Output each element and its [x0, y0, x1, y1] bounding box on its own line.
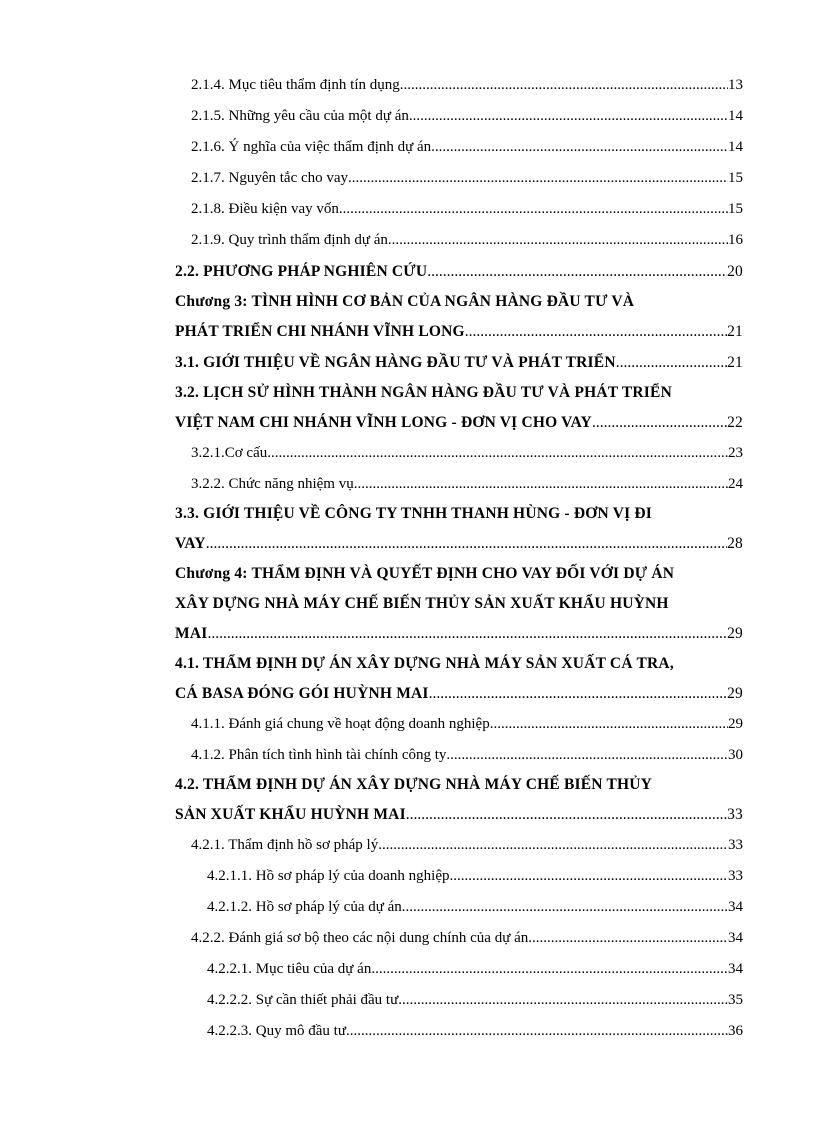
toc-entry-page: 28	[727, 535, 743, 552]
toc-entry	[0, 157, 816, 187]
toc-leader-dots	[406, 806, 727, 824]
toc-leader-dots	[346, 1023, 728, 1040]
toc-entry-page: 30	[728, 747, 743, 763]
toc-leader-dots	[378, 837, 728, 854]
toc-entry	[0, 917, 816, 947]
toc-entry	[0, 372, 816, 402]
toc-entry-title: 4.2.2.3. Quy mô đầu tư	[207, 1023, 346, 1039]
toc-leader-dots	[348, 170, 728, 187]
toc-entry-title: XÂY DỰNG NHÀ MÁY CHẾ BIẾN THỦY SẢN XUẤT KHẨU HUỲNH	[175, 595, 669, 612]
toc-entry	[0, 126, 816, 156]
toc-entry	[0, 643, 816, 673]
toc-leader-dots	[388, 232, 728, 249]
toc-leader-dots	[427, 263, 727, 281]
toc-entry-title: VIỆT NAM CHI NHÁNH VĨNH LONG - ĐƠN VỊ CHO VAY	[175, 414, 592, 431]
toc-entry	[0, 583, 816, 613]
toc-entry-page: 24	[728, 476, 743, 492]
toc-entry-page: 36	[728, 1023, 743, 1039]
toc-entry-page: 29	[728, 716, 743, 732]
toc-entry-title: 2.2. PHƯƠNG PHÁP NGHIÊN CỨU	[175, 263, 428, 280]
toc-entry-title: 4.2.1.1. Hồ sơ pháp lý của doanh nghiệp	[207, 868, 450, 884]
toc-entry	[0, 855, 816, 885]
toc-entry-title: Chương 4: THẨM ĐỊNH VÀ QUYẾT ĐỊNH CHO VAY ĐỐI VỚI DỰ ÁN	[175, 565, 675, 582]
toc-entry-page: 33	[728, 868, 743, 884]
toc-entry-title: 2.1.7. Nguyên tắc cho vay	[191, 170, 349, 186]
toc-entry	[0, 764, 816, 794]
toc-entry	[0, 281, 816, 311]
toc-entry-page: 33	[728, 837, 743, 853]
toc-entry-title: 2.1.9. Quy trình thẩm định dự án	[191, 232, 388, 248]
toc-leader-dots	[206, 535, 727, 553]
toc-leader-dots	[465, 323, 727, 341]
toc-entry-title: 4.2.2.1. Mục tiêu của dự án	[207, 961, 372, 977]
toc-entry-title: 2.1.4. Mục tiêu thẩm định tín dụng	[191, 77, 400, 93]
toc-entry-title: MAI	[175, 625, 208, 642]
toc-leader-dots	[592, 414, 727, 432]
toc-entry	[0, 553, 816, 583]
toc-leader-dots	[528, 930, 728, 947]
toc-leader-dots	[431, 139, 728, 156]
toc-entry	[0, 523, 816, 553]
toc-leader-dots	[429, 685, 727, 703]
toc-entry-title: 2.1.8. Điều kiện vay vốn	[191, 201, 339, 217]
toc-leader-dots	[371, 961, 728, 978]
toc-entry-title: 3.3. GIỚI THIỆU VỀ CÔNG TY TNHH THANH HÙNG - ĐƠN VỊ ĐI	[175, 505, 653, 522]
toc-entry-page: 23	[728, 445, 743, 461]
toc-leader-dots	[398, 992, 728, 1009]
toc-leader-dots	[267, 445, 728, 462]
toc-entry-title: 3.2.2. Chức năng nhiệm vụ	[191, 476, 354, 492]
toc-entry	[0, 95, 816, 125]
toc-entry-page: 13	[728, 77, 743, 93]
toc-entry-page: 29	[727, 625, 743, 642]
toc-entry-title: 2.1.5. Những yêu cầu của một dự án	[191, 108, 409, 124]
toc-entry	[0, 1010, 816, 1040]
toc-entry-page: 14	[728, 139, 743, 155]
toc-entry	[0, 219, 816, 249]
toc-leader-dots	[490, 716, 728, 733]
toc-entry-title: PHÁT TRIỂN CHI NHÁNH VĨNH LONG	[175, 323, 465, 340]
toc-leader-dots	[339, 201, 728, 218]
toc-entry-title: 3.2. LỊCH SỬ HÌNH THÀNH NGÂN HÀNG ĐẦU TƯ VÀ PHÁT TRIỂN	[175, 384, 672, 401]
toc-entry-page: 34	[728, 899, 743, 915]
toc-entry-page: 29	[727, 685, 743, 702]
toc-entry-page: 21	[727, 323, 743, 340]
toc-entry	[0, 463, 816, 493]
toc-leader-dots	[354, 476, 728, 493]
toc-entry-page: 14	[728, 108, 743, 124]
toc-entry	[0, 311, 816, 341]
toc-entry-title: 2.1.6. Ý nghĩa của việc thẩm định dự án	[191, 139, 432, 155]
toc-entry-title: 4.2.1. Thẩm định hồ sơ pháp lý	[191, 837, 379, 853]
toc-entry	[0, 493, 816, 523]
toc-entry	[0, 979, 816, 1009]
toc-entry	[0, 886, 816, 916]
toc-entry-title: 4.2.1.2. Hồ sơ pháp lý của dự án.	[207, 899, 406, 915]
toc-entry-title: Chương 3: TÌNH HÌNH CƠ BẢN CỦA NGÂN HÀNG ĐẦU TƯ VÀ	[175, 293, 635, 310]
toc-entry-page: 22	[727, 414, 743, 431]
toc-leader-dots	[409, 108, 728, 125]
toc-leader-dots	[616, 354, 727, 372]
toc-entry-title: 4.1. THẨM ĐỊNH DỰ ÁN XÂY DỰNG NHÀ MÁY SẢN XUẤT CÁ TRA,	[175, 655, 674, 672]
toc-entry-page: 16	[728, 232, 743, 248]
toc-entry-page: 35	[728, 992, 743, 1008]
toc-leader-dots	[207, 625, 727, 643]
toc-entry-title: 4.1.1. Đánh giá chung về hoạt động doanh nghiệp	[191, 716, 490, 732]
toc-leader-dots	[406, 899, 728, 916]
toc-entry	[0, 703, 816, 733]
toc-entry-title: CÁ BASA ĐÓNG GÓI HUỲNH MAI	[175, 685, 429, 702]
toc-entry	[0, 824, 816, 854]
toc-entry-title: 3.1. GIỚI THIỆU VỀ NGÂN HÀNG ĐẦU TƯ VÀ PHÁT TRIỂN	[175, 354, 616, 371]
toc-entry-title: 3.2.1.Cơ cấu	[191, 445, 268, 461]
toc-entry-page: 15	[728, 170, 743, 186]
toc-entry	[0, 734, 816, 764]
toc-entry	[0, 613, 816, 643]
toc-entry-title: VAY	[175, 535, 206, 552]
toc-entry-page: 34	[728, 961, 743, 977]
toc-leader-dots	[449, 868, 728, 885]
toc-entry-title: 4.1.2. Phân tích tình hình tài chính công ty	[191, 747, 447, 763]
toc-leader-dots	[446, 747, 728, 764]
toc-entry-page: 34	[728, 930, 743, 946]
toc-entry	[0, 948, 816, 978]
toc-entry	[0, 342, 816, 372]
toc-entry	[0, 673, 816, 703]
toc-entry-title: 4.2.2.2. Sự cần thiết phải đầu tư	[207, 992, 399, 1008]
toc-entry-page: 33	[727, 806, 743, 823]
toc-entry-page: 20	[727, 263, 743, 280]
toc-entry	[0, 251, 816, 281]
toc-leader-dots	[400, 77, 728, 94]
toc-entry	[0, 402, 816, 432]
toc-entry-title: 4.2.2. Đánh giá sơ bộ theo các nội dung chính của dự án	[191, 930, 529, 946]
toc-entry	[0, 188, 816, 218]
toc-entry-page: 21	[727, 354, 743, 371]
toc-entry	[0, 794, 816, 824]
toc-entry	[0, 64, 816, 94]
toc-entry-title: 4.2. THẨM ĐỊNH DỰ ÁN XÂY DỰNG NHÀ MÁY CHẾ BIẾN THỦY	[175, 776, 653, 793]
toc-entry-title: SẢN XUẤT KHẨU HUỲNH MAI	[175, 806, 406, 823]
toc-entry-page: 15	[728, 201, 743, 217]
toc-entry	[0, 432, 816, 462]
